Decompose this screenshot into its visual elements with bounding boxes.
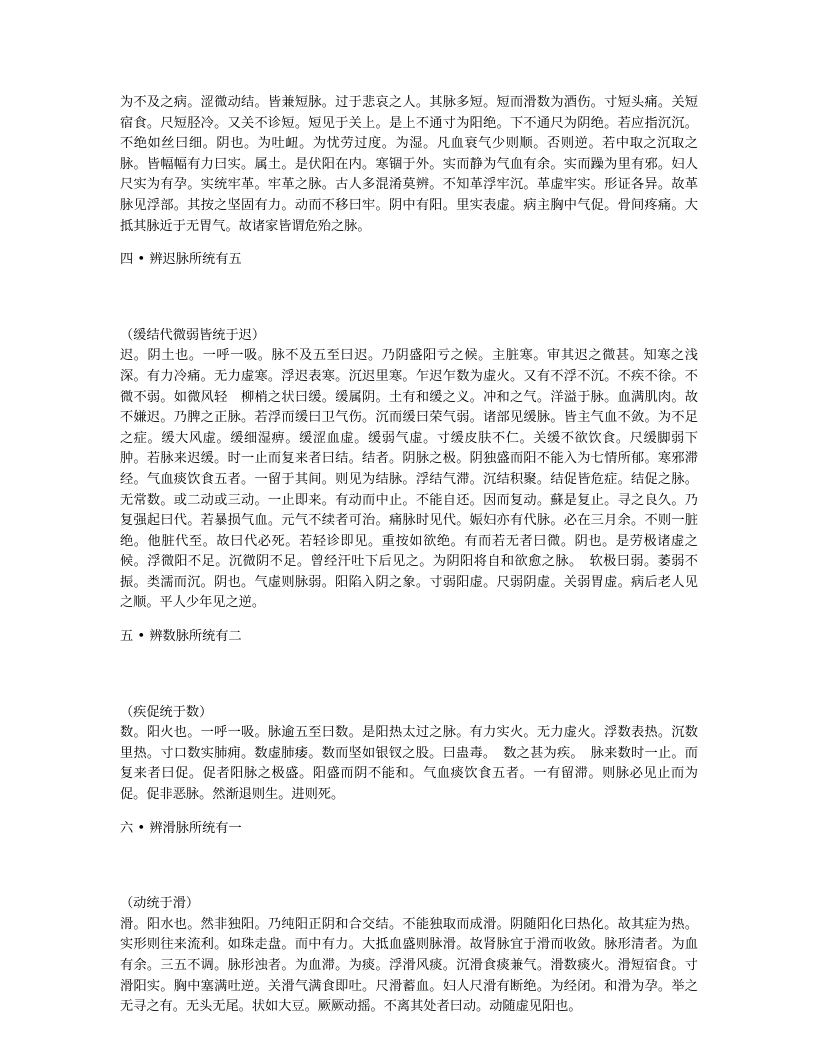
intro-paragraph: 为不及之病。涩微动结。皆兼短脉。过于悲哀之人。其脉多短。短而滑数为酒伤。寸短头痛。关短宿食。尺短胫冷。又关不诊短。短见于关上。是上不通寸为阳绝。下不通尺为阴绝。若应指沉沉。不绝如丝曰细。阴也。为吐衄。为忧劳过度。为湿。凡血衰气少则顺。否则逆。若中取之沉取之脉。皆幅幅有力曰实。属土。是伏阳在内。寒锢于外。实而静为气血有余。实而躁为里有邪。妇人尺实为有孕。实统牢革。牢革之脉。古人多混淆莫辨。不知革浮牢沉。革虚牢实。形证各异。故革脉见浮部。其按之坚固有力。动而不移曰牢。阴中有阳。里实表虚。病主胸中气促。骨间疼痛。大抵其脉近于无胃气。故诸家皆谓危殆之脉。 (120, 95, 698, 234)
section-subheading-chi-pulse: （缓结代微弱皆统于迟） (120, 327, 266, 343)
section-subheading-shu-pulse: （疾促统于数） (120, 704, 213, 720)
section-subheading-hua-pulse: （动统于滑） (120, 896, 200, 912)
section-heading-chi-pulse: 四 • 辨迟脉所统有五 (120, 252, 242, 268)
document-page (120, 93, 698, 1018)
section-heading-shu-pulse: 五 • 辨数脉所统有二 (120, 629, 242, 645)
section-paragraph-hua-pulse: 滑。阳水也。然非独阳。乃纯阳正阴和合交结。不能独取而成滑。阴随阳化曰热化。故其症为热。实形则往来流利。如珠走盘。而中有力。大抵血盛则脉滑。故肾脉宜于滑而收敛。脉形清者。为血有余。三五不调。脉形浊者。为血滞。为痰。浮滑风痰。沉滑食痰兼气。滑数痰火。滑短宿食。寸滑阳实。胸中塞满吐逆。关滑气满食即吐。尺滑蓄血。妇人尺滑有断绝。为经闭。和滑为孕。举之无寻之有。无头无尾。状如大豆。厥厥动摇。不离其处者曰动。动随虚见阳也。 (120, 916, 698, 1015)
section-paragraph-shu-pulse: 数。阳火也。一呼一吸。脉逾五至曰数。是阳热太过之脉。有力实火。无力虚火。浮数表热。沉数里热。寸口数实肺痈。数虚肺痿。数而坚如银钗之股。曰蛊毒。 数之甚为疾。 脉来数时一止。而复来者曰促。促者阳脉之极盛。阳盛而阴不能和。气血痰饮食五者。一有留滞。则脉必见止而为促。促非恶脉。然渐退则生。进则死。 (120, 725, 698, 803)
section-paragraph-chi-pulse: 迟。阴土也。一呼一吸。脉不及五至曰迟。乃阴盛阳亏之候。主脏寒。审其迟之微甚。知寒之浅深。有力冷痛。无力虚寒。浮迟表寒。沉迟里寒。乍迟乍数为虚火。又有不浮不沉。不疾不徐。不微不弱。如微风轻 柳梢之状曰缓。缓属阴。土有和缓之义。冲和之气。洋溢于脉。血满肌肉。故不嫌迟。乃脾之正脉。若浮而缓曰卫气伤。沉而缓曰荣气弱。诸部见缓脉。皆主气血不敛。为不足之症。缓大风虚。缓细湿痹。缓涩血虚。缓弱气虚。寸缓皮肤不仁。关缓不欲饮食。尺缓脚弱下肿。若脉来迟缓。时一止而复来者曰结。结者。阴脉之极。阴独盛而阳不能入为七情所郁。寒邪滞经。气血痰饮食五者。一留于其间。则见为结脉。浮结气滞。沉结积聚。结促皆危症。结促之脉。无常数。或二动或三动。一止即来。有动而中止。不能自还。因而复动。蘇是复止。寻之良久。乃复强起曰代。若暴损气血。元气不续者可治。痛脉时见代。娠妇亦有代脉。必在三月余。不则一脏绝。他脏代至。故曰代必死。若轻诊即见。重按如欲绝。有而若无者曰微。阴也。是劳极诸虚之候。浮微阳不足。沉微阴不足。曾经汗吐下后见之。为阴阳将自和欲愈之脉。 软极曰弱。萎弱不振。类濡而沉。阴也。气虚则脉弱。阳陷入阴之象。寸弱阳虚。尺弱阴虚。关弱胃虚。病后老人见之顺。平人少年见之逆。 (120, 348, 698, 611)
section-heading-hua-pulse: 六 • 辨滑脉所统有一 (120, 820, 242, 836)
